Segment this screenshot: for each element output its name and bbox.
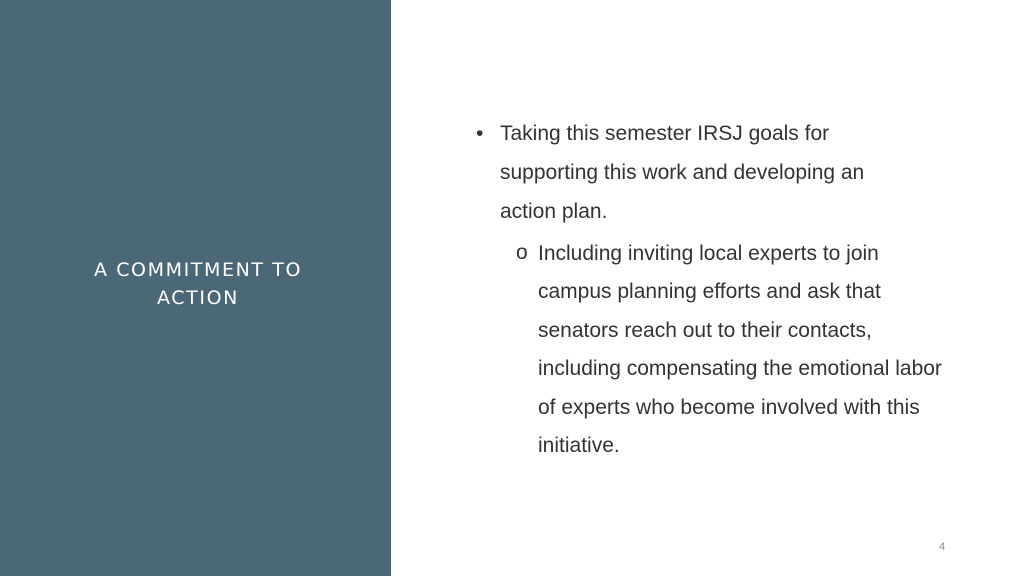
slide-content — [474, 114, 964, 465]
bullet-item — [474, 114, 964, 231]
sub-bullet-item — [516, 235, 964, 465]
sub-bullet-text: Including inviting local experts to join campus planning efforts and ask that senators reach out to their contacts, including compensating the emotional labor of experts who become involved with this initiative. — [538, 242, 942, 458]
page-number: 4 — [938, 541, 946, 553]
sub-bullet-marker: o — [516, 241, 528, 264]
slide-title: A COMMITMENT TO ACTION — [93, 259, 303, 309]
bullet-marker: • — [476, 122, 484, 145]
title-panel — [0, 0, 391, 576]
bullet-text: Taking this semester IRSJ goals for supporting this work and developing an action plan. — [500, 122, 865, 223]
